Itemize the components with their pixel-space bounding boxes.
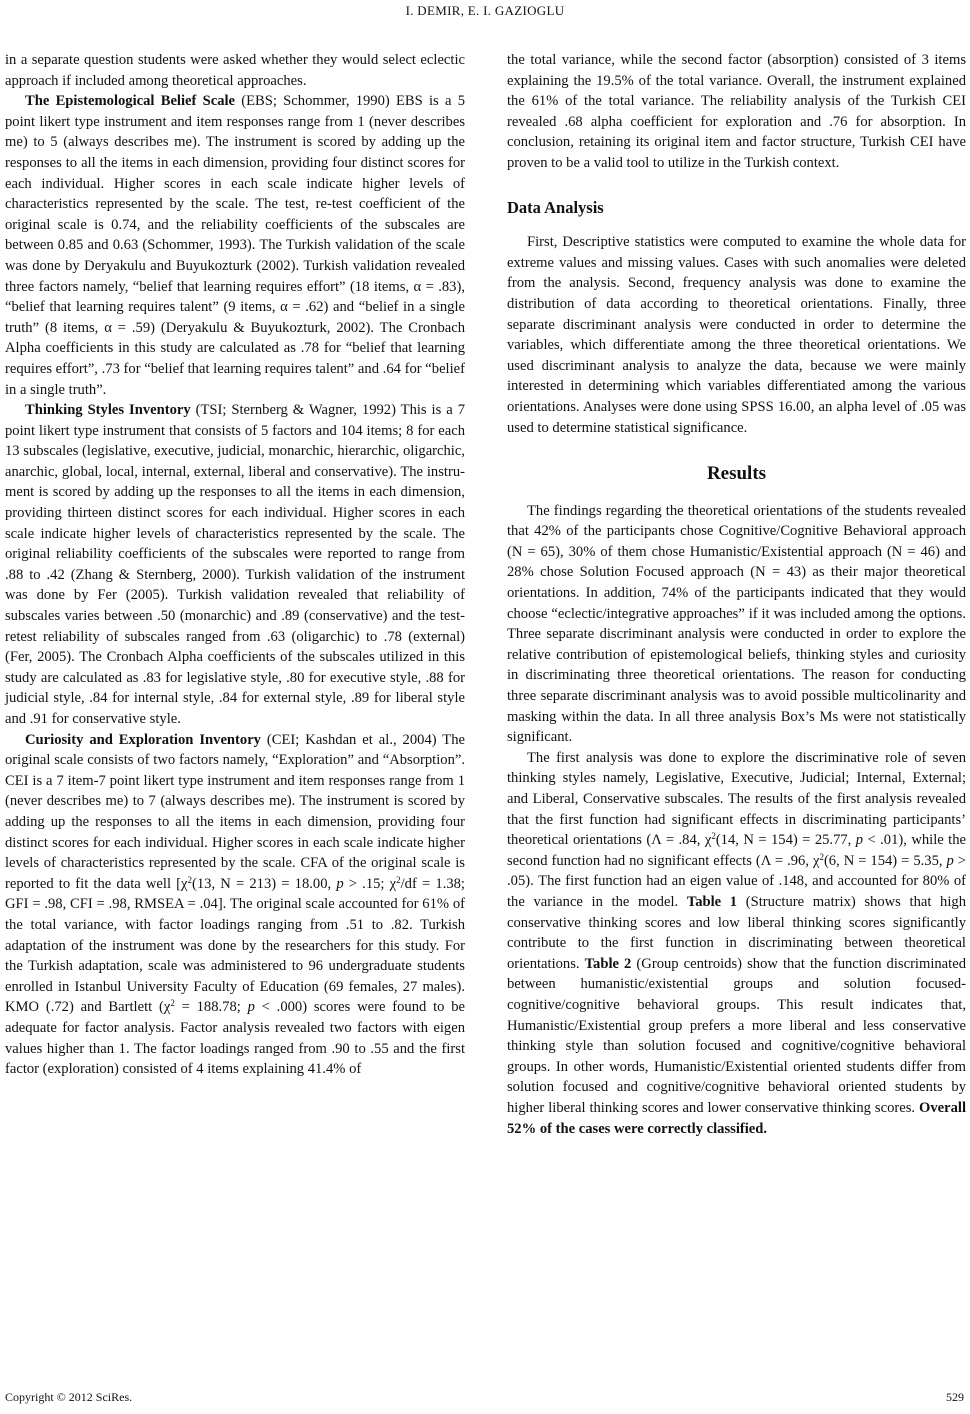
footer-page-number: 529 bbox=[946, 1390, 964, 1404]
table-1-reference: Table 1 bbox=[686, 893, 738, 910]
right-column bbox=[507, 50, 966, 1139]
section-heading-results: Results bbox=[706, 463, 767, 485]
cei-text: < .000) scores were found to be adequate for factor analysis. Factor analysis revealed two factors with eigen values higher than 1. The factor loadings ranged from .90 to .55 and the first factor (exploration) consisted of 4 items explaining 41.4% of bbox=[5, 999, 465, 1078]
paragraph-tsi bbox=[5, 400, 465, 730]
superscript: 2 bbox=[170, 998, 175, 1009]
ebs-title: The Epistemological Belief Scale bbox=[25, 93, 236, 110]
results-text: (14, N = 154) = 25.77, bbox=[715, 832, 856, 849]
cei-title: Curiosity and Exploration Inventory bbox=[25, 731, 261, 748]
results-text: > .05). The first function had an eigen value of .148, and accounted for 80% of the variance in the model. bbox=[507, 852, 966, 910]
ebs-text: (EBS; Schommer, 1990) EBS is a 5 point likert type instrument and item responses range from 1 (never describes me) to 5 (always describes me). The instrument is scored by adding up the responses to all the items in each dimension, providing four distinct scores for each individual. Higher scores in each scale indicate higher levels of characteristics represented by the scale. The test, re-test coefficient of the original scale is 0.74, and the reliability coefficients of the subscales are between 0.85 and 0.63 (Schommer, 1993). The Turkish validation of the scale was done by Deryakulu and Buyukozturk (2002). Turkish validation revealed three factors namely, “belief that learning requires effort” (18 items, α = .83), “belief that learning requires talent” (9 items, α = .62) and “belief in a single truth” (8 items, α = .59) (Deryakulu & Buyukozturk, 2002). The Cronbach Alpha coefficients in this study are calculated as .78 for “belief that learning requires effort”, .73 for “belief that learning requires talent” and .64 for “belief in a single truth”. bbox=[5, 93, 465, 398]
paragraph-results-2 bbox=[507, 748, 966, 1139]
paragraph-continuation: in a separate question students were asked whether they would select eclectic approach if included among theoretical approaches. bbox=[5, 52, 465, 89]
italic-p: p bbox=[946, 852, 954, 869]
cei-text: /df = 1.38; GFI = .98, CFI = .98, RMSEA = .04]. The original scale accounted for 61% of the total variance, with factor loadings ranging from .51 to .82. Turkish adaptation of the instrument was done by the researchers for this study. For the Turkish adaptation, scale was administered to 96 undergraduate students enrolled in Istanbul University Faculty of Education (69 females, 27 males). KMO (.72) and Bartlett (χ bbox=[5, 875, 465, 1016]
italic-p: p bbox=[247, 999, 255, 1016]
cei-text: (CEI; Kashdan et al., 2004) The original scale consists of two factors namely, “Exploration” and “Absorption”. CEI is a 7 item-7 point likert type instrument and item responses range from 1 (never describes me) to 7 (always describes me). The instrument is scored by adding up the responses to all the items in each dimension, providing four distinct scores for each individual. Higher scores in each scale indicate higher levels of characteristics represented by the scale. CFA of the original scale is reported to fit the data well [χ bbox=[5, 731, 465, 892]
italic-p: p bbox=[855, 832, 864, 849]
paragraph-ebs bbox=[5, 91, 465, 400]
paragraph-continuation: the total variance, while the second factor (absorption) consisted of 3 items explaining the 19.5% of the total variance. Overall, the instrument explained the 61% of the total variance. The reliability analysis of the Turkish CEI revealed .68 alpha coefficient for exploration and .76 for absorption. In conclusion, retaining its original item and factor structure, Turkish CEI have proven to be a valid tool to utilize in the Turkish context. bbox=[507, 52, 966, 171]
results-text: (Structure matrix) shows that high conservative thinking scores and low liberal thinking scores significantly contribute to the first function in discriminating between theoretical orientations. bbox=[507, 893, 966, 972]
footer-copyright: Copyright © 2012 SciRes. bbox=[5, 1390, 133, 1404]
running-head: I. DEMIR, E. I. GAZIOGLU bbox=[405, 3, 565, 18]
table-2-reference: Table 2 bbox=[584, 955, 632, 972]
cei-text: (13, N = 213) = 18.00, bbox=[192, 875, 337, 892]
paragraph-cei bbox=[5, 730, 465, 1080]
results-text: < .01), while the second function had no significant effects (Λ = .96, χ bbox=[507, 832, 967, 869]
cei-text: > .15; χ bbox=[343, 875, 397, 892]
left-column bbox=[5, 50, 465, 1080]
cei-text: = 188.78; bbox=[174, 999, 248, 1016]
results-text: The first analysis was done to explore the discriminative role of seven thinking styles namely, Legislative, Executive, Judicial; Internal, External; and Liberal, Conservative subscales. The results of the first analysis revealed that the first function had significant effects in discriminating participants’ theoretical orientations (Λ = .84, χ bbox=[507, 749, 966, 849]
superscript: 2 bbox=[819, 851, 824, 862]
superscript: 2 bbox=[396, 874, 401, 885]
results-text: (Group centroids) show that the function discriminated between humanistic/existential groups and solution focused-cognitive/cognitive behavioral groups. This result indicates that, Humanistic/Existential group prefers a more liberal and less conservative thinking style than solution focused and cognitive/cognitive behavioral groups. In other words, Humanistic/Existential oriented students differ from solution focused and cognitive/cognitive behavioral oriented students by higher liberal thinking scores and lower conservative thinking scores. bbox=[507, 955, 966, 1116]
italic-p: p bbox=[336, 875, 344, 892]
results-text: (6, N = 154) = 5.35, bbox=[823, 852, 947, 869]
section-heading-data-analysis: Data Analysis bbox=[507, 197, 604, 217]
paragraph-data-analysis: First, Descriptive statistics were computed to examine the whole data for extreme values and missing values. Cases with such anomalies were deleted from the analysis. Second, frequency analysis was done to examine the distribution of data according to theoretical orientations. Finally, three separate discriminant analysis were conducted in order to determine the variables, which differentiate among the three theoretical orientations. We used discriminant analysis to analyze the data, because we were mainly interested in determining which variables differentiated among the various orientations. Analyses were done using SPSS 16.00, an alpha level of .05 was used to determine statistical significance. bbox=[507, 234, 966, 436]
tsi-text: (TSI; Sternberg & Wagner, 1992) This is a 7 point likert type instrument that consists of 5 factors and 104 items; 8 for each 13 subscales (legislative, executive, judicial, monarchic, hierarchic, oligarchic, anarchic, global, local, internal, external, liberal and conservative). The instrument is scored by adding up the responses to all the items in each dimension, providing thirteen distinct scores for each individual. Higher scores in each scale indicate higher levels of characteristics represented by the scale. The original reliability coefficients of the subscales were reported to range from .88 to .42 (Zhang & Sternberg, 2000). Turkish validation of the instrument was done by Fer (2005). Turkish validation revealed that reliability of subscales varies between .50 (monarchic) and .89 (conservative) and the test-retest reliability of subscales ranged from .63 (oligarchic) to .78 (external) (Fer, 2005). The Cronbach Alpha coefficients of the subscales utilized in this study are calculated as .83 for legislative style, .80 for executive style, .88 for judicial style, .84 for internal style, .84 for external style, .89 for liberal style and .91 for conservative style. bbox=[5, 402, 465, 727]
superscript: 2 bbox=[711, 831, 716, 842]
tsi-title: Thinking Styles Inventory bbox=[25, 402, 191, 419]
paragraph-results-1: The findings regarding the theoretical orientations of the students revealed that 42% of the participants chose Cognitive/Cognitive Behavioral approach (N = 65), 30% of them chose Humanistic/Existential approach (N = 46) and 28% chose Solution Focused approach (N = 43) as their major theoretical orientations. In addition, 74% of the participants indicated that they would choose “eclectic/integrative approaches” if it was included among the options. Three separate discriminant analysis were conducted in order to explore the relative contribution of epistemological beliefs, thinking styles and curiosity in discriminating three theoretical orientations. The reason for conducting three separate discriminant analysis was to avoid possible multicolinarity and masking within the data. In all three analysis Box’s Ms were not statistically significant. bbox=[507, 502, 966, 746]
results-bold-conclusion: Overall 52% of the cases were correctly classified. bbox=[507, 1099, 966, 1137]
superscript: 2 bbox=[187, 874, 193, 885]
